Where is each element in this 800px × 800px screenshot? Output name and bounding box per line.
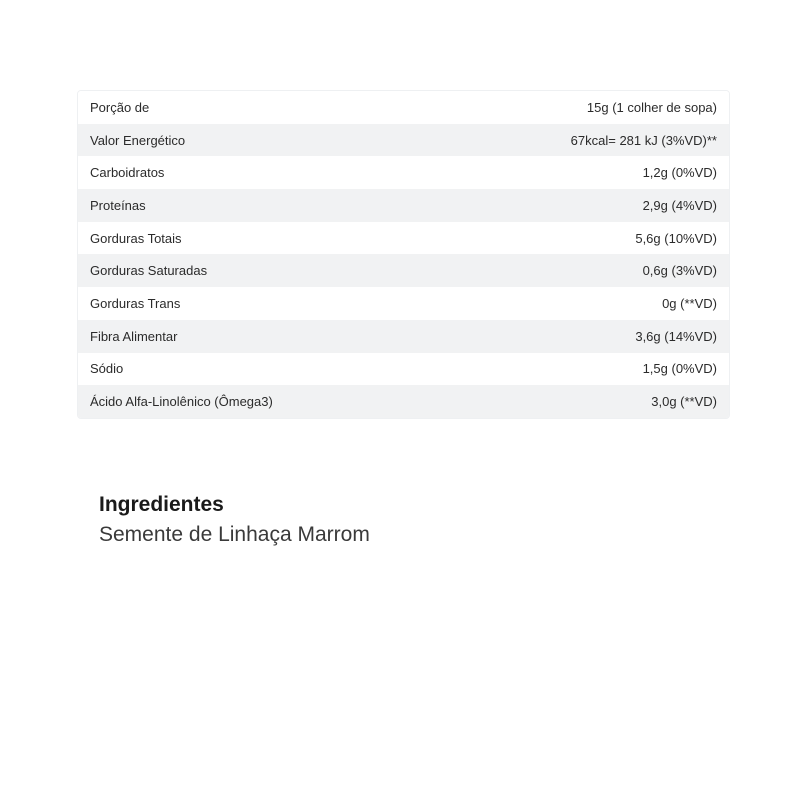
row-value: 2,9g (4%VD) bbox=[642, 197, 717, 213]
row-value: 0g (**VD) bbox=[662, 295, 717, 311]
table-row bbox=[78, 254, 729, 287]
table-row bbox=[78, 287, 729, 320]
table-row bbox=[78, 189, 729, 222]
row-label: Ácido Alfa-Linolênico (Ômega3) bbox=[90, 394, 273, 410]
table-row bbox=[78, 353, 729, 386]
table-row bbox=[78, 222, 729, 255]
row-label: Gorduras Trans bbox=[90, 295, 181, 311]
table-row bbox=[78, 156, 729, 189]
table-row bbox=[78, 320, 729, 353]
row-value: 3,6g (14%VD) bbox=[635, 328, 717, 344]
row-label: Fibra Alimentar bbox=[90, 328, 178, 344]
row-value: 15g (1 colher de sopa) bbox=[586, 99, 717, 115]
row-label: Sódio bbox=[90, 361, 124, 377]
row-label: Proteínas bbox=[90, 197, 146, 213]
table-row bbox=[78, 91, 729, 124]
row-value: 0,6g (3%VD) bbox=[642, 263, 717, 279]
row-value: 67kcal= 281 kJ (3%VD)** bbox=[570, 132, 717, 148]
ingredients-section bbox=[99, 490, 370, 550]
row-label: Valor Energético bbox=[90, 132, 186, 148]
row-value: 5,6g (10%VD) bbox=[635, 230, 717, 246]
table-row bbox=[78, 124, 729, 157]
nutrition-table bbox=[77, 90, 730, 419]
row-value: 1,5g (0%VD) bbox=[642, 361, 717, 377]
row-label: Gorduras Totais bbox=[90, 230, 182, 246]
row-label: Carboidratos bbox=[90, 165, 165, 181]
row-label: Porção de bbox=[90, 99, 150, 115]
table-row bbox=[78, 385, 729, 418]
row-value: 3,0g (**VD) bbox=[651, 394, 717, 410]
row-label: Gorduras Saturadas bbox=[90, 263, 208, 279]
ingredients-text: Semente de Linhaça Marrom bbox=[99, 523, 370, 546]
row-value: 1,2g (0%VD) bbox=[642, 165, 717, 181]
ingredients-title: Ingredientes bbox=[99, 493, 224, 516]
